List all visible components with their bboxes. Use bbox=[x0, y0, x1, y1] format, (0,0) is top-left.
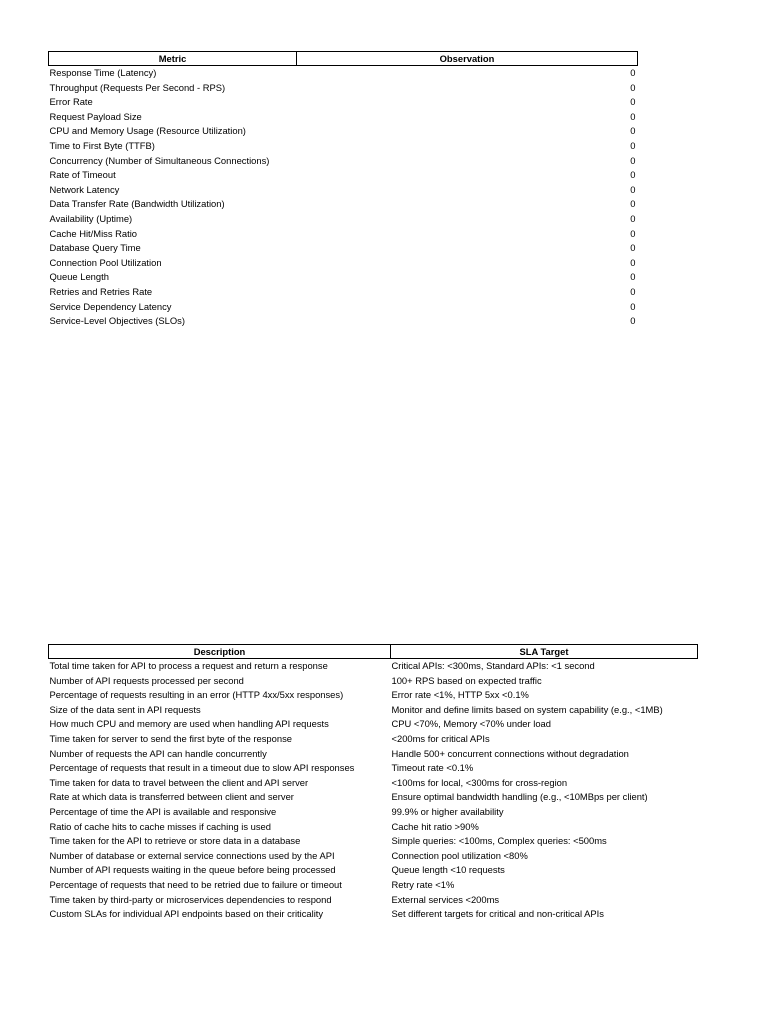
observation-cell: 0 bbox=[630, 183, 636, 195]
observation-cell: 0 bbox=[630, 154, 636, 166]
description-cell: Ratio of cache hits to cache misses if caching is used bbox=[49, 820, 271, 832]
sla-target-cell: Simple queries: <100ms, Complex queries: <500ms bbox=[391, 835, 607, 847]
observation-cell: 0 bbox=[630, 285, 636, 297]
description-cell: Time taken for the API to retrieve or store data in a database bbox=[49, 835, 301, 847]
table-row bbox=[49, 878, 698, 893]
table-row bbox=[49, 139, 638, 154]
sla-header-row bbox=[49, 645, 698, 659]
metric-cell: Concurrency (Number of Simultaneous Connections) bbox=[49, 154, 270, 166]
metrics-table bbox=[48, 51, 638, 329]
table-row bbox=[49, 805, 698, 820]
metrics-table-body bbox=[49, 66, 638, 329]
metric-cell: Service-Level Objectives (SLOs) bbox=[49, 315, 185, 327]
description-cell: Number of database or external service connections used by the API bbox=[49, 849, 335, 861]
table-row bbox=[49, 81, 638, 96]
description-cell: Time taken for data to travel between the client and API server bbox=[49, 776, 309, 788]
table-row bbox=[49, 834, 698, 849]
description-cell: Number of requests the API can handle concurrently bbox=[49, 747, 267, 759]
description-cell: Number of API requests waiting in the queue before being processed bbox=[49, 864, 336, 876]
observation-cell: 0 bbox=[630, 300, 636, 312]
sla-table-body bbox=[49, 659, 698, 922]
observation-cell: 0 bbox=[630, 96, 636, 108]
table-row bbox=[49, 183, 638, 198]
table-row bbox=[49, 747, 698, 762]
description-cell: Time taken for server to send the first byte of the response bbox=[49, 732, 292, 744]
table-row bbox=[49, 907, 698, 922]
observation-cell: 0 bbox=[630, 315, 636, 327]
sla-target-cell: Connection pool utilization <80% bbox=[391, 849, 528, 861]
table-row bbox=[49, 863, 698, 878]
observation-cell: 0 bbox=[630, 67, 636, 78]
table-row bbox=[49, 776, 698, 791]
observation-cell: 0 bbox=[630, 139, 636, 151]
table-row bbox=[49, 270, 638, 285]
observation-cell: 0 bbox=[630, 271, 636, 283]
sla-target-cell: Timeout rate <0.1% bbox=[391, 762, 474, 774]
table-row bbox=[49, 314, 638, 329]
sla-target-cell: Set different targets for critical and non-critical APIs bbox=[391, 908, 604, 920]
metric-cell: Database Query Time bbox=[49, 242, 141, 254]
sla-target-cell: Monitor and define limits based on system capability (e.g., <1MB) bbox=[391, 703, 663, 715]
metric-cell: Time to First Byte (TTFB) bbox=[49, 139, 155, 151]
metric-column-header: Metric bbox=[49, 52, 297, 66]
description-cell: Number of API requests processed per second bbox=[49, 674, 244, 686]
description-cell: Size of the data sent in API requests bbox=[49, 703, 201, 715]
table-row bbox=[49, 154, 638, 169]
metric-cell: Connection Pool Utilization bbox=[49, 256, 162, 268]
metric-cell: Error Rate bbox=[49, 96, 93, 108]
table-row bbox=[49, 241, 638, 256]
description-cell: Time taken by third-party or microservices dependencies to respond bbox=[49, 893, 332, 905]
sla-target-cell: 100+ RPS based on expected traffic bbox=[391, 674, 542, 686]
sla-table bbox=[48, 644, 698, 922]
table-row bbox=[49, 893, 698, 908]
metric-cell: Network Latency bbox=[49, 183, 120, 195]
sla-target-cell: CPU <70%, Memory <70% under load bbox=[391, 718, 551, 730]
table-row bbox=[49, 717, 698, 732]
sla-target-cell: <100ms for local, <300ms for cross-region bbox=[391, 776, 568, 788]
table-row bbox=[49, 212, 638, 227]
table-row bbox=[49, 732, 698, 747]
description-cell: Custom SLAs for individual API endpoints based on their criticality bbox=[49, 908, 324, 920]
metrics-header-row bbox=[49, 52, 638, 66]
observation-cell: 0 bbox=[630, 256, 636, 268]
metric-cell: Rate of Timeout bbox=[49, 169, 116, 181]
table-row bbox=[49, 95, 638, 110]
table-row bbox=[49, 820, 698, 835]
metric-cell: Response Time (Latency) bbox=[49, 67, 157, 78]
sla-target-cell: Handle 500+ concurrent connections without degradation bbox=[391, 747, 629, 759]
metric-cell: Queue Length bbox=[49, 271, 109, 283]
sla-target-column-header: SLA Target bbox=[391, 645, 698, 659]
description-cell: Percentage of requests that result in a timeout due to slow API responses bbox=[49, 762, 355, 774]
sla-target-cell: Error rate <1%, HTTP 5xx <0.1% bbox=[391, 689, 529, 701]
sla-target-cell: <200ms for critical APIs bbox=[391, 732, 490, 744]
table-row bbox=[49, 849, 698, 864]
metric-cell: Retries and Retries Rate bbox=[49, 285, 153, 297]
description-cell: Percentage of time the API is available and responsive bbox=[49, 805, 277, 817]
metric-cell: Service Dependency Latency bbox=[49, 300, 172, 312]
table-row bbox=[49, 761, 698, 776]
metric-cell: Request Payload Size bbox=[49, 110, 142, 122]
description-column-header: Description bbox=[49, 645, 391, 659]
sla-target-cell: Critical APIs: <300ms, Standard APIs: <1 second bbox=[391, 660, 595, 671]
sla-target-cell: Queue length <10 requests bbox=[391, 864, 505, 876]
metric-cell: CPU and Memory Usage (Resource Utilization) bbox=[49, 125, 246, 137]
sla-target-cell: External services <200ms bbox=[391, 893, 500, 905]
table-row bbox=[49, 703, 698, 718]
observation-cell: 0 bbox=[630, 81, 636, 93]
sla-target-cell: Ensure optimal bandwidth handling (e.g., <10MBps per client) bbox=[391, 791, 648, 803]
observation-cell: 0 bbox=[630, 212, 636, 224]
table-row bbox=[49, 300, 638, 315]
description-cell: Percentage of requests that need to be retried due to failure or timeout bbox=[49, 878, 342, 890]
description-cell: Total time taken for API to process a request and return a response bbox=[49, 660, 328, 671]
sla-target-cell: Cache hit ratio >90% bbox=[391, 820, 479, 832]
metric-cell: Throughput (Requests Per Second - RPS) bbox=[49, 81, 226, 93]
sla-target-cell: Retry rate <1% bbox=[391, 878, 455, 890]
table-row bbox=[49, 790, 698, 805]
metric-cell: Cache Hit/Miss Ratio bbox=[49, 227, 138, 239]
table-row bbox=[49, 688, 698, 703]
observation-cell: 0 bbox=[630, 110, 636, 122]
description-cell: Percentage of requests resulting in an error (HTTP 4xx/5xx responses) bbox=[49, 689, 344, 701]
description-cell: Rate at which data is transferred between client and server bbox=[49, 791, 294, 803]
metric-cell: Availability (Uptime) bbox=[49, 212, 133, 224]
table-row bbox=[49, 227, 638, 242]
observation-cell: 0 bbox=[630, 198, 636, 210]
observation-cell: 0 bbox=[630, 125, 636, 137]
table-row bbox=[49, 168, 638, 183]
table-row bbox=[49, 110, 638, 125]
observation-cell: 0 bbox=[630, 242, 636, 254]
sla-target-cell: 99.9% or higher availability bbox=[391, 805, 504, 817]
description-cell: How much CPU and memory are used when handling API requests bbox=[49, 718, 329, 730]
table-row bbox=[49, 285, 638, 300]
observation-column-header: Observation bbox=[297, 52, 638, 66]
observation-cell: 0 bbox=[630, 227, 636, 239]
observation-cell: 0 bbox=[630, 169, 636, 181]
table-row bbox=[49, 124, 638, 139]
table-row bbox=[49, 256, 638, 271]
metric-cell: Data Transfer Rate (Bandwidth Utilization) bbox=[49, 198, 225, 210]
table-row bbox=[49, 659, 698, 674]
table-row bbox=[49, 66, 638, 81]
table-row bbox=[49, 197, 638, 212]
table-row bbox=[49, 674, 698, 689]
